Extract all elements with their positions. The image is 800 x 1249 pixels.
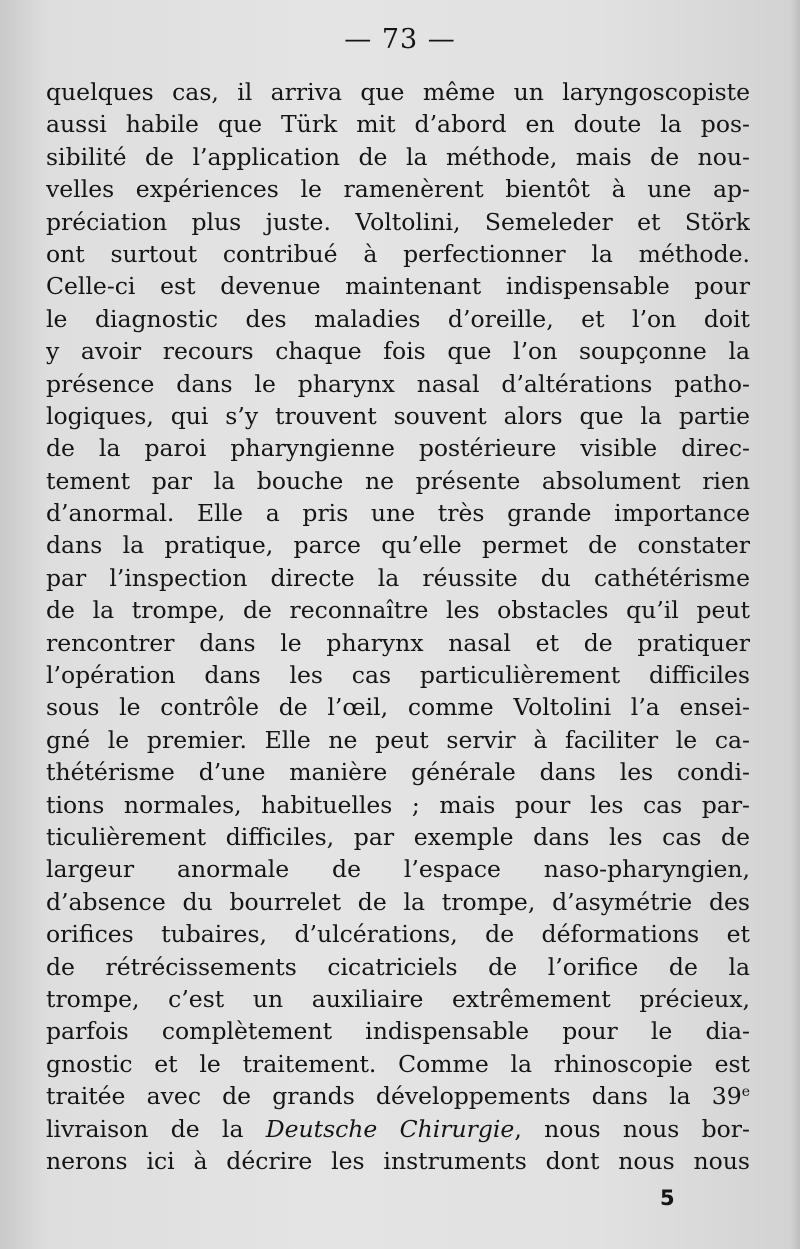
text-line: d’absence du bourrelet de la trompe, d’asymétrie des xyxy=(46,887,750,916)
text-line: de rétrécissements cicatriciels de l’orifice de la xyxy=(46,952,750,981)
superscript: e xyxy=(741,1084,750,1101)
text-line: y avoir recours chaque fois que l’on soupçonne la xyxy=(46,337,750,366)
text-line: Celle-ci est devenue maintenant indispensable pour xyxy=(46,272,750,301)
text-line: thétérisme d’une manière générale dans les condi- xyxy=(46,758,750,787)
text-line: aussi habile que Türk mit d’abord en doute la pos- xyxy=(46,110,750,139)
text-line: le diagnostic des maladies d’oreille, et l’on doit xyxy=(46,304,750,333)
text-line: tions normales, habituelles ; mais pour les cas par- xyxy=(46,790,750,819)
text-line: ont surtout contribué à perfectionner la méthode. xyxy=(46,239,750,268)
text-segment: traitée avec de grands développements dans la 39 xyxy=(46,1082,742,1111)
text-line: d’anormal. Elle a pris une très grande importance xyxy=(46,499,750,528)
text-line: parfois complètement indispensable pour le dia- xyxy=(46,1017,750,1046)
page-number-header: — 73 — xyxy=(344,24,456,55)
text-line: tement par la bouche ne présente absolument rien xyxy=(46,466,750,495)
text-line: l’opération dans les cas particulièrement difficiles xyxy=(46,661,750,690)
text-line: sous le contrôle de l’œil, comme Voltolini l’a ensei- xyxy=(46,693,750,722)
text-line-with-italic xyxy=(46,1113,750,1145)
text-line: préciation plus juste. Voltolini, Semeleder et Störk xyxy=(46,207,750,236)
text-line: quelques cas, il arriva que même un laryngoscopiste xyxy=(46,78,750,106)
text-line: sibilité de l’application de la méthode, mais de nou- xyxy=(46,142,750,171)
text-line: orifices tubaires, d’ulcérations, de déformations et xyxy=(46,920,750,949)
text-line: de la trompe, de reconnaître les obstacles qu’il peut xyxy=(46,596,750,625)
text-line: gné le premier. Elle ne peut servir à faciliter le ca- xyxy=(46,725,750,754)
text-line-with-superscript xyxy=(46,1080,750,1112)
text-line: rencontrer dans le pharynx nasal et de pratiquer xyxy=(46,628,750,657)
text-line: largeur anormale de l’espace naso-pharyngien, xyxy=(46,855,750,884)
text-line: gnostic et le traitement. Comme la rhinoscopie est xyxy=(46,1049,750,1078)
text-segment: , nous nous bor- xyxy=(514,1114,750,1143)
text-line: dans la pratique, parce qu’elle permet de constater xyxy=(46,531,750,560)
signature-mark: 5 xyxy=(660,1186,675,1210)
text-line: velles expériences le ramenèrent bientôt à une ap- xyxy=(46,175,750,204)
text-line: logiques, qui s’y trouvent souvent alors que la partie xyxy=(46,401,750,430)
text-segment: livraison de la xyxy=(46,1114,266,1143)
text-line: présence dans le pharynx nasal d’altérations patho- xyxy=(46,369,750,398)
body-text xyxy=(46,76,750,1177)
text-line: nerons ici à décrire les instruments dont nous nous xyxy=(46,1146,750,1175)
text-line: trompe, c’est un auxiliaire extrêmement précieux, xyxy=(46,984,750,1013)
text-line: ticulièrement difficiles, par exemple dans les cas de xyxy=(46,822,750,851)
italic-title: Deutsche Chirurgie xyxy=(265,1114,515,1143)
text-line: par l’inspection directe la réussite du cathétérisme xyxy=(46,563,750,592)
text-line: de la paroi pharyngienne postérieure visible direc- xyxy=(46,434,750,463)
